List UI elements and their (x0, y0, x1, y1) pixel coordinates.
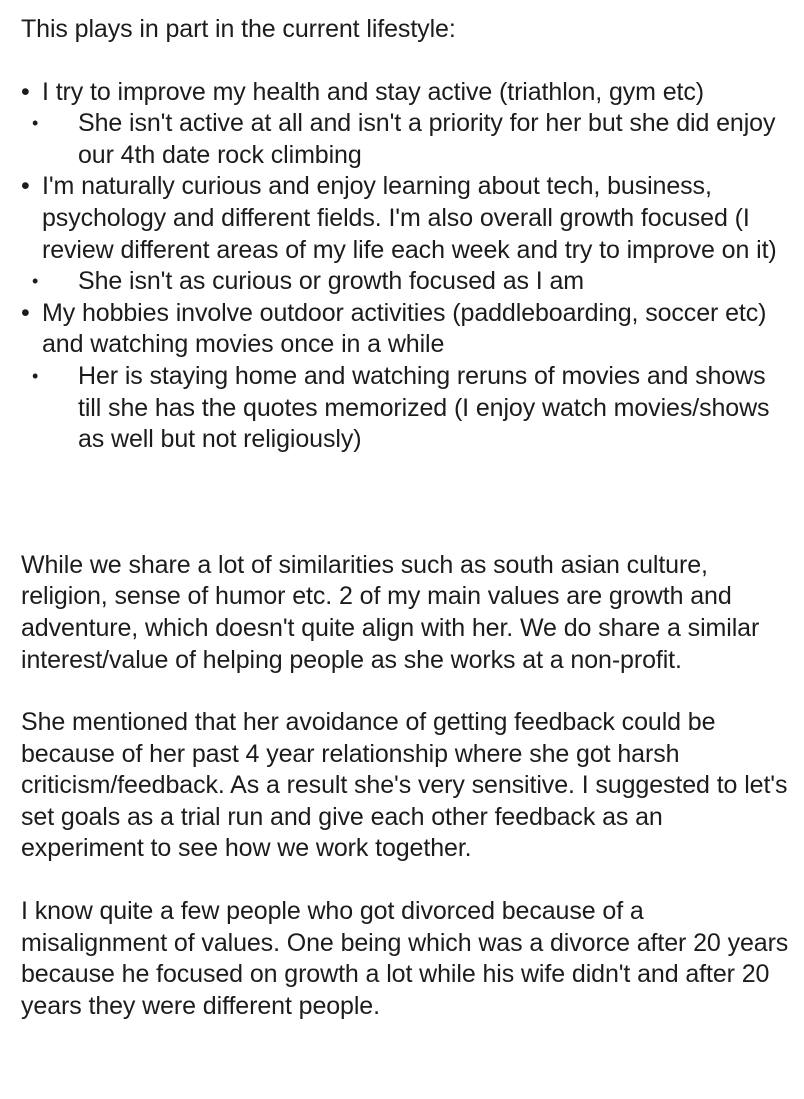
sub-list-item (21, 108, 791, 171)
spacer (21, 865, 791, 896)
bullet-icon: • (21, 172, 30, 201)
bullet-icon: • (32, 113, 39, 134)
bullet-icon: • (32, 271, 39, 292)
sub-list-item (21, 361, 791, 456)
sub-list-item-text: Her is staying home and watching reruns of movies and shows till she has the quotes memorized (I enjoy watch movies/shows as well but not religiously) (78, 361, 770, 454)
list-item-text: My hobbies involve outdoor activities (paddleboarding, soccer etc) and watching movies once in a while (42, 298, 767, 359)
document-body (21, 14, 791, 1022)
paragraph-feedback: She mentioned that her avoidance of getting feedback could be because of her past 4 year relationship where she got harsh criticism/feedback. As a result she's very sensitive. I suggested to let's set goals as a trial run and give each other feedback as an experiment to see how we work together. (21, 708, 788, 863)
list-item (21, 298, 791, 361)
list-item (21, 77, 791, 109)
list-item-text: I'm naturally curious and enjoy learning about tech, business, psychology and different fields. I'm also overall growth focused (I review different areas of my life each week and try to improve on it) (42, 172, 777, 264)
sub-list-item-text: She isn't active at all and isn't a priority for her but she did enjoy our 4th date rock climbing (78, 109, 776, 169)
bullet-icon: • (32, 365, 39, 386)
intro-text: This plays in part in the current lifestyle: (21, 15, 456, 43)
bullet-icon: • (21, 298, 30, 327)
paragraph-similarities: While we share a lot of similarities such as south asian culture, religion, sense of humor etc. 2 of my main values are growth and adventure, which doesn't quite align with her. We do share a similar interest/value of helping people as she works at a non-profit. (21, 550, 760, 674)
sub-list-item-text: She isn't as curious or growth focused as I am (78, 267, 584, 296)
list-item (21, 171, 791, 266)
spacer (21, 456, 791, 550)
lifestyle-list (21, 77, 791, 456)
paragraph-divorce: I know quite a few people who got divorced because of a misalignment of values. One being which was a divorce after 20 years because he focused on growth a lot while his wife didn't and after 20 years they were different people. (21, 897, 789, 1020)
list-item-text: I try to improve my health and stay active (triathlon, gym etc) (42, 77, 705, 106)
bullet-icon: • (21, 77, 30, 106)
spacer (21, 676, 791, 707)
sub-list-item (21, 266, 791, 298)
